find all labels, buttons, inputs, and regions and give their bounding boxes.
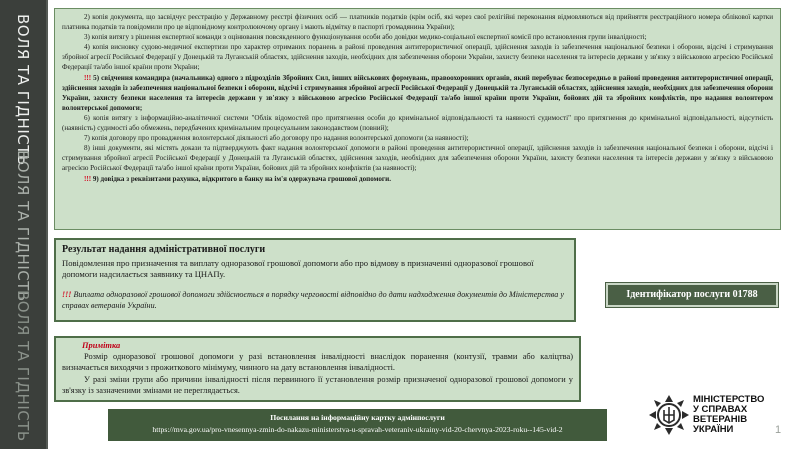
service-result-box [54, 238, 576, 322]
service-id-badge: Ідентифікатор послуги 01788 [606, 283, 778, 307]
item-5-text: 5) свідчення командира (начальника) одного з підрозділів Збройних Сил, інших військових формувань, правоохоронних органів, який перебуває безпосередньо в районі проведення антитерористичної операції, здійснення заходів із забезпечення національної безпеки і оборони, відсічі і стримування збройної агресії Російської Федерації у Донецькій та Луганській областях, здійснення заходів, необхідних для забезпечення оборони України, захисту безпеки населення та інтересів держави у зв'язку з військовою агресією Російської Федерації та/або іншої країни проти України, бойових дій та збройних конфліктів, про надання волонтером волонтерської допомоги; [62, 73, 773, 112]
document-item-8: 8) інші документи, які містять докази та підтверджують факт надання волонтерської допомоги в районі проведення антитерористичної операції, здійснення заходів із забезпечення національної безпеки і оборони, відсічі і стримування збройної агресії Російської Федерації у Донецькій та Луганській областях, здійснення заходів, необхідних для забезпечення оборони України, захисту безпеки населення та інтересів держави у зв'язку з військовою агресією Російської Федерації та/або іншої країни проти України, бойових дій та збройних конфліктів (за наявності); [62, 144, 773, 173]
ministry-name-line-3: ВЕТЕРАНІВ [693, 414, 748, 425]
note-box [54, 336, 581, 402]
document-item-4: 4) копія висновку судово-медичної експертизи про характер отриманих поранень в районі проведення антитерористичної операції, здійснення заходів із забезпечення національної безпеки і оборони, відсічі і стримування збройної агресії Російської Федерації у Донецькій та Луганській областях, здійснення заходів, необхідних для забезпечення оборони України, захисту безпеки населення та інтересів держави у зв'язку з військовою агресією Російської Федерації та/або іншої країни проти України; [62, 43, 773, 72]
info-card-link[interactable]: https://mva.gov.ua/pro-vnesennya-zmin-do-nakazu-ministerstva-u-spravah-veteraniv-ukrainy-vid-20-chervnya-2023-roku--145-vid-2 [152, 425, 563, 434]
sidebar-slogan-top: ВОЛЯ ТА ГІДНІСТЬ [14, 14, 32, 166]
document-item-7: 7) копія договору про провадження волонтерської діяльності або договору про надання волонтерської допомоги (за наявності); [84, 134, 469, 143]
document-item-3: 3) копія витягу з рішення експертної команди з оцінювання повсякденного функціонування особи або довідки медико-соціальної експертної комісії про встановлення групи інвалідності; [84, 33, 647, 42]
note-title: Примітка [82, 341, 121, 350]
result-note-text: Виплата одноразової грошової допомоги здійснюється в порядку черговості відповідно до дати надходження документів до Міністерства у справах ветеранів України. [62, 289, 564, 310]
ministry-name-line-2: У СПРАВАХ [693, 404, 748, 415]
result-note-marker: !!! [62, 289, 72, 299]
item-9-marker: !!! [84, 174, 92, 183]
ministry-name [693, 395, 764, 435]
ministry-emblem-icon [648, 394, 690, 436]
document-item-9 [62, 174, 773, 184]
item-9-text: 9) довідка з реквізитами рахунка, відкритого в банку на ім'я одержувача грошової допомоги. [92, 174, 392, 183]
note-paragraph-1: Розмір одноразової грошової допомоги у разі встановлення інвалідності внаслідок поранення (контузії, травми або каліцтва) визначається виходячи з прожиткового мінімуму, чинного на дату встановлення інвалідності. [62, 352, 573, 373]
link-title: Посилання на інформаційну картку адмінпослуги [270, 413, 445, 422]
result-note [62, 289, 568, 311]
ministry-name-line-4: УКРАЇНИ [693, 424, 734, 435]
page-number: 1 [775, 424, 782, 436]
sidebar [0, 0, 46, 449]
document-item-2: 2) копія документа, що засвідчує реєстрацію у Державному реєстрі фізичних осіб — платників податків (крім осіб, які через свої релігійні переконання відмовляються від прийняття реєстраційного номера облікової картки платника податків та повідомили про це відповідному контролюючому органу і мають відмітку в паспорті громадянина України); [62, 13, 773, 32]
note-paragraph-2: У разі зміни групи або причини інвалідності після первинного її установлення розмір призначеної одноразової грошової допомоги у зв'язку із зазначеними змінами не переглядається. [62, 374, 573, 395]
result-text: Повідомлення про призначення та виплату одноразової грошової допомоги або про відмову в призначенні одноразової грошової допомоги надсилається заявнику та ЦНАПу. [62, 257, 534, 279]
item-5-marker: !!! [84, 73, 92, 82]
sidebar-slogan-bottom: ВОЛЯ ТА ГІДНІСТЬ [14, 290, 32, 442]
document-item-6: 6) копія витягу з інформаційно-аналітичної системи "Облік відомостей про притягнення особи до кримінальної відповідальності та наявності судимості" про притягнення до кримінальної відповідальності, відсутність (наявність) судимості або обмежень, передбачених кримінальним процесуальним законодавством (повний); [62, 113, 773, 133]
result-title: Результат надання адміністративної послуги [62, 244, 266, 255]
info-card-link-box[interactable] [108, 409, 607, 441]
sidebar-divider [46, 0, 48, 449]
document-item-5 [62, 73, 773, 113]
ministry-name-line-1: МІНІСТЕРСТВО [693, 394, 765, 405]
documents-list [54, 8, 781, 230]
sidebar-slogan-middle: ВОЛЯ ТА ГІДНІСТЬ [14, 150, 32, 302]
ministry-logo [648, 392, 776, 436]
